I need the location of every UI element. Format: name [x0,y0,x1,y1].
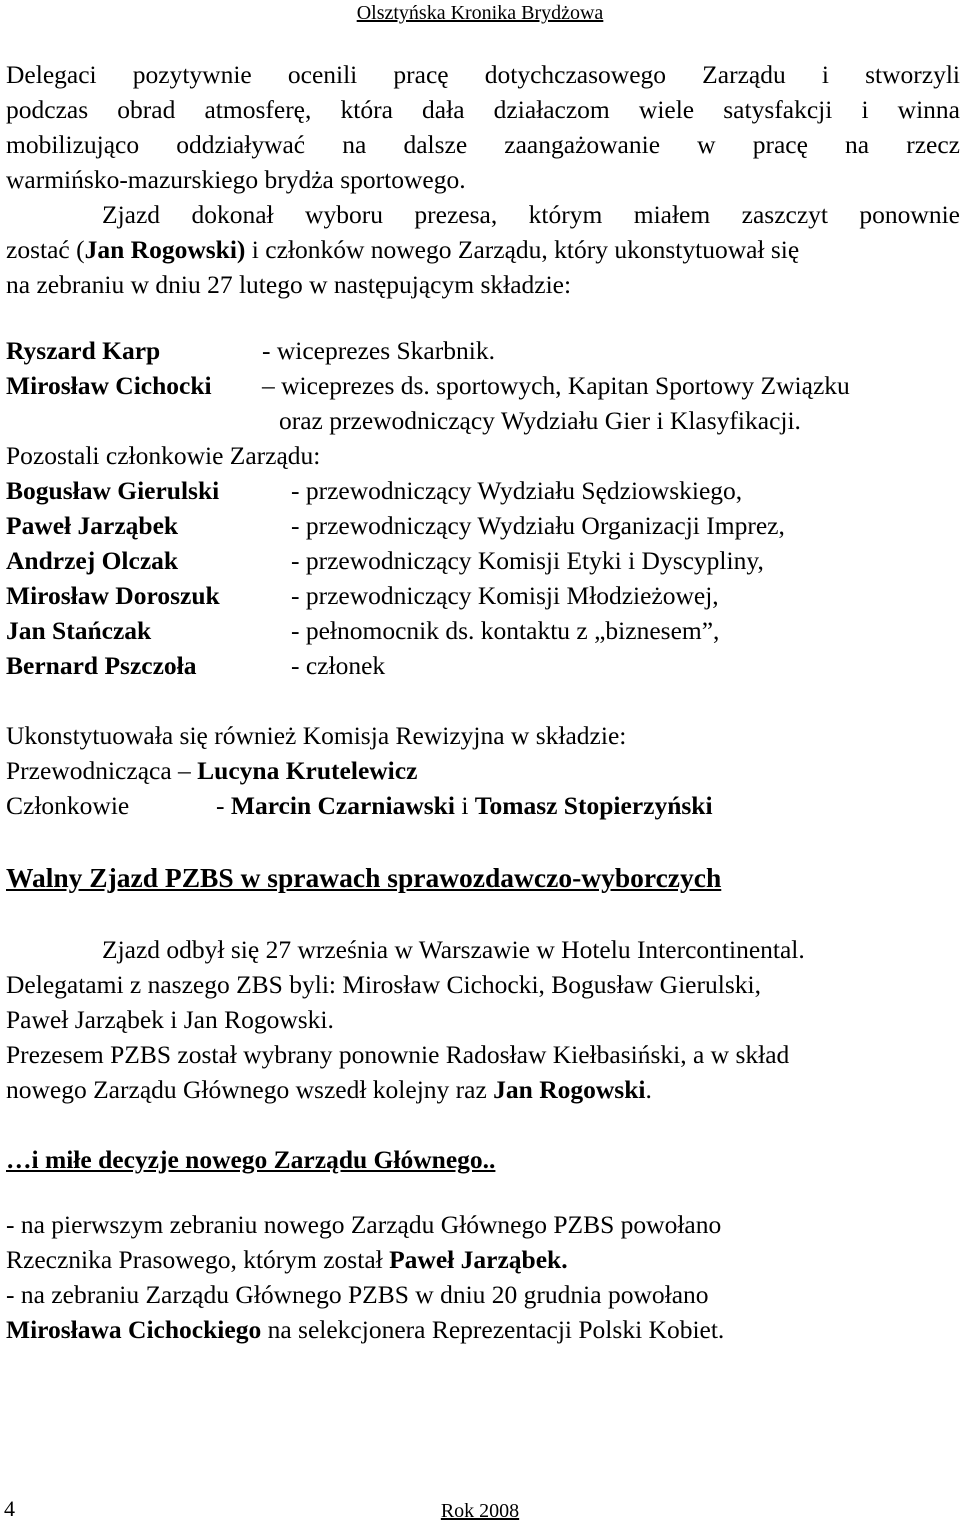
subheading: …i miłe decyzje nowego Zarządu Głównego.. [6,1145,496,1174]
audit-chair [6,753,417,788]
member-row [6,613,720,648]
audit-and: i [454,791,475,820]
decision-1-line-2 [6,1242,568,1277]
section-heading: Walny Zjazd PZBS w sprawach sprawozdawczo-wyborczych [6,862,722,893]
vice-role-continuation: oraz przewodniczący Wydziału Gier i Klasyfikacji. [279,406,801,435]
member-name: Mirosław Doroszuk [6,581,220,610]
decision-text: Rzecznika Prasowego, którym został [6,1245,390,1274]
audit-chair-name: Lucyna Krutelewicz [197,756,418,785]
vice-name: Ryszard Karp [6,336,161,365]
member-role: - członek [291,651,386,680]
member-row [6,473,743,508]
congress-line-2: Delegatami z naszego ZBS byli: Mirosław Cichocki, Bogusław Gierulski, [6,970,761,999]
member-row [6,508,785,543]
member-name: Bernard Pszczoła [6,651,197,680]
congress-line-4: Prezesem PZBS został wybrany ponownie Radosław Kiełbasiński, a w skład [6,1040,790,1069]
decision-name: Mirosława Cichockiego [6,1315,262,1344]
vice-row-1 [6,333,495,368]
decision-1-line-1: - na pierwszym zebraniu nowego Zarządu Głównego PZBS powołano [6,1210,722,1239]
others-label: Pozostali członkowie Zarządu: [6,441,321,470]
vice-role: – wiceprezes ds. sportowych, Kapitan Sportowy Związku [262,371,850,400]
running-header: Olsztyńska Kronika Brydżowa [356,2,604,24]
audit-members [6,788,713,823]
congress-name: Jan Rogowski [493,1075,646,1104]
intro-line-1: Delegaci pozytywnie ocenili pracę dotychczasowego Zarządu i stworzyli [6,60,960,89]
page-number: 4 [4,1496,15,1521]
decision-2-line-1: - na zebraniu Zarządu Głównego PZBS w dniu 20 grudnia powołano [6,1280,709,1309]
election-line-3: na zebraniu w dniu 27 lutego w następującym składzie: [6,270,572,299]
audit-member-name: Marcin Czarniawski [230,791,455,820]
member-name: Bogusław Gierulski [6,476,220,505]
election-line-2 [6,232,799,267]
footer-year: Rok 2008 [440,1500,520,1522]
member-name: Jan Stańczak [6,616,152,645]
member-role: - przewodniczący Wydziału Sędziowskiego, [291,476,743,505]
decision-text: na selekcjonera Reprezentacji Polski Kobiet. [261,1315,725,1344]
audit-intro: Ukonstytuowała się również Komisja Rewizyjna w składzie: [6,721,627,750]
vice-row-2 [6,368,850,403]
congress-line-5 [6,1072,652,1107]
member-row [6,578,719,613]
audit-members-label: Członkowie [6,791,130,820]
election-line-1: Zjazd dokonał wyboru prezesa, którym miałem zaszczyt ponownie [102,200,960,229]
election-text-a: zostać ( [6,235,85,264]
congress-period: . [645,1075,652,1104]
audit-chair-label: Przewodnicząca – [6,756,198,785]
decision-2-line-2 [6,1312,724,1347]
member-row [6,543,764,578]
intro-line-4: warmińsko-mazurskiego brydża sportowego. [6,165,466,194]
member-role: - przewodniczący Wydziału Organizacji Imprez, [291,511,785,540]
congress-line-3: Paweł Jarząbek i Jan Rogowski. [6,1005,334,1034]
member-role: - przewodniczący Komisji Etyki i Dyscypliny, [291,546,764,575]
audit-dash: - [216,791,231,820]
audit-member-name: Tomasz Stopierzyński [474,791,713,820]
audit-members-list [216,788,713,823]
president-name: Jan Rogowski) [84,235,246,264]
vice-role: - wiceprezes Skarbnik. [262,336,495,365]
member-role: - pełnomocnik ds. kontaktu z „biznesem”, [291,616,720,645]
intro-line-2: podczas obrad atmosferę, która dała działaczom wiele satysfakcji i winna [6,95,960,124]
congress-line-1: Zjazd odbył się 27 września w Warszawie w Hotelu Intercontinental. [102,935,805,964]
vice-name: Mirosław Cichocki [6,371,212,400]
election-text-b: i członków nowego Zarządu, który ukonstytuował się [245,235,800,264]
intro-line-3: mobilizująco oddziaływać na dalsze zaangażowanie w pracę na rzecz [6,130,960,159]
decision-name: Paweł Jarząbek. [389,1245,568,1274]
member-name: Paweł Jarząbek [6,511,179,540]
member-role: - przewodniczący Komisji Młodzieżowej, [291,581,719,610]
member-row [6,648,386,683]
congress-text: nowego Zarządu Głównego wszedł kolejny raz [6,1075,494,1104]
member-name: Andrzej Olczak [6,546,179,575]
